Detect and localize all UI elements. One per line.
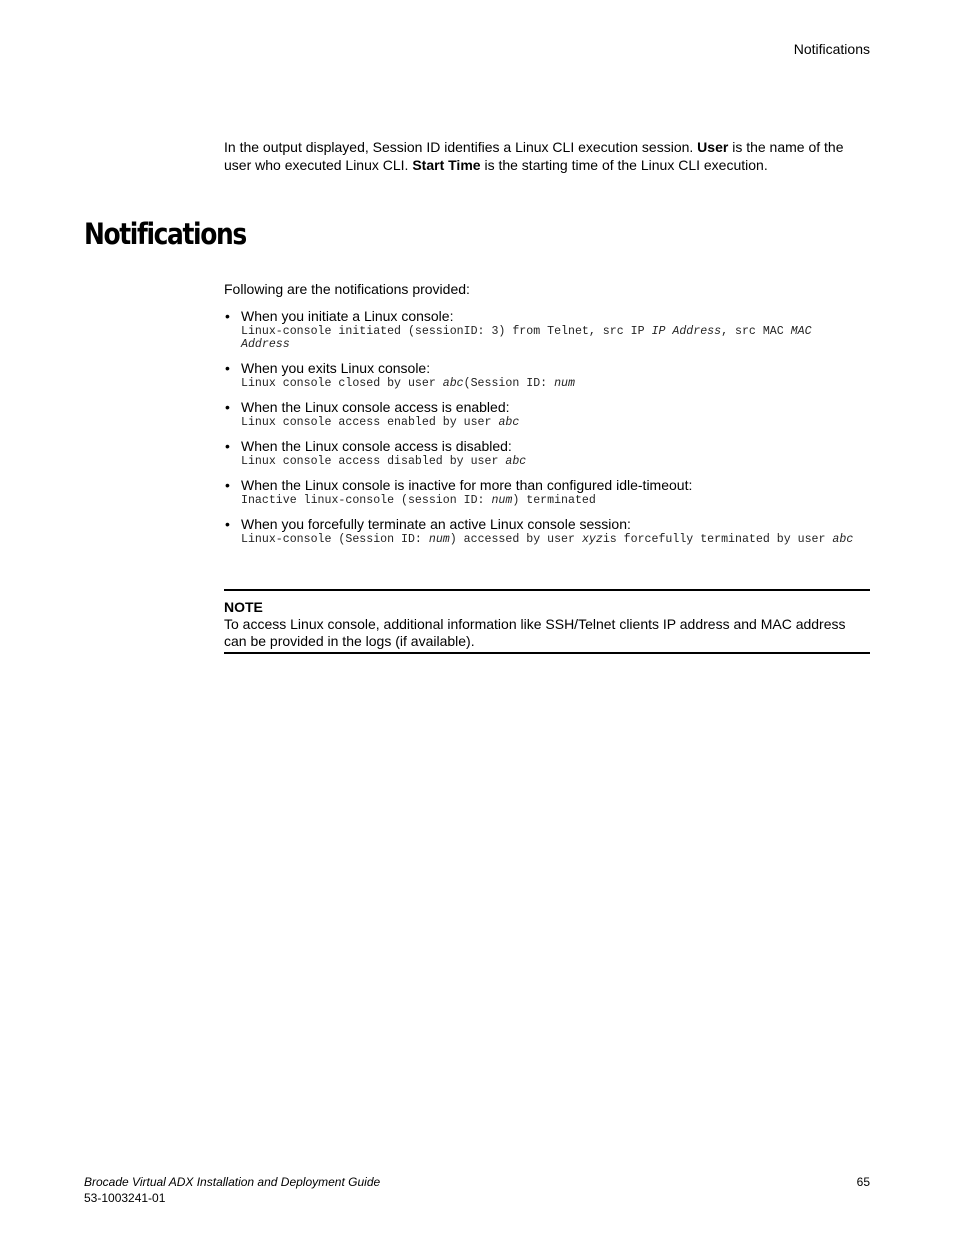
running-header: Notifications xyxy=(793,41,870,57)
list-item-label: When the Linux console access is enabled: xyxy=(241,399,510,415)
code-variable: num xyxy=(491,494,513,507)
code-text: ) terminated xyxy=(512,494,596,507)
code-variable: abc xyxy=(505,455,527,468)
list-item xyxy=(224,477,864,507)
code-variable: num xyxy=(428,533,450,546)
code-variable: MAC Address xyxy=(241,325,812,351)
bullet-icon: • xyxy=(225,516,230,532)
code-sample xyxy=(241,533,864,546)
list-item xyxy=(224,308,864,351)
code-sample xyxy=(241,416,864,429)
code-variable: xyz xyxy=(581,533,603,546)
list-item-label: When the Linux console access is disabled: xyxy=(241,438,512,454)
bullet-icon: • xyxy=(225,399,230,415)
code-text: (Session ID: xyxy=(463,377,555,390)
list-item-label: When you initiate a Linux console: xyxy=(241,308,454,324)
code-text: ) accessed by user xyxy=(449,533,582,546)
note-text: To access Linux console, additional information like SSH/Telnet clients IP address and MAC address can be provided in the logs (if available). xyxy=(224,616,846,649)
code-text: Linux-console initiated (sessionID: 3) from Telnet, src IP xyxy=(241,325,652,338)
note-box xyxy=(224,589,870,654)
section-heading: Notifications xyxy=(84,217,246,251)
intro-paragraph xyxy=(224,138,864,174)
code-text: Linux console access disabled by user xyxy=(241,455,506,468)
list-item-label: When you forcefully terminate an active Linux console session: xyxy=(241,516,631,532)
bullet-icon: • xyxy=(225,308,230,324)
page-number: 65 xyxy=(856,1175,870,1189)
intro-text-2: is the name of the user who executed Linux CLI. xyxy=(224,139,844,173)
intro-text-1: In the output displayed, Session ID identifies a Linux CLI execution session. xyxy=(224,139,698,155)
code-text: Linux-console (Session ID: xyxy=(241,533,429,546)
code-text: is forcefully terminated by user xyxy=(602,533,833,546)
code-sample xyxy=(241,494,864,507)
footer-document-number: 53-1003241-01 xyxy=(84,1191,166,1205)
intro-bold-user: User xyxy=(697,139,729,155)
code-variable: abc xyxy=(832,533,854,546)
list-item xyxy=(224,438,864,468)
code-variable: num xyxy=(554,377,575,390)
list-item-label: When you exits Linux console: xyxy=(241,360,431,376)
notification-list xyxy=(224,308,864,555)
code-variable: abc xyxy=(442,377,464,390)
list-item xyxy=(224,516,864,546)
code-sample xyxy=(241,377,864,390)
code-variable: IP Address xyxy=(651,325,722,338)
bullet-icon: • xyxy=(225,477,230,493)
list-item xyxy=(224,399,864,429)
bullet-icon: • xyxy=(225,438,230,454)
code-text: Linux console closed by user xyxy=(241,377,443,390)
note-label: NOTE xyxy=(224,599,263,615)
intro-bold-start-time: Start Time xyxy=(412,157,481,173)
footer-document-title: Brocade Virtual ADX Installation and Deployment Guide xyxy=(84,1175,381,1189)
intro-text-3: is the starting time of the Linux CLI execution. xyxy=(480,157,768,173)
code-text: , src MAC xyxy=(721,325,791,338)
list-item xyxy=(224,360,864,390)
bullet-icon: • xyxy=(225,360,230,376)
code-text: Inactive linux-console (session ID: xyxy=(241,494,492,507)
code-text: Linux console access enabled by user xyxy=(241,416,499,429)
code-sample xyxy=(241,325,864,351)
section-lead: Following are the notifications provided: xyxy=(224,281,470,297)
code-variable: abc xyxy=(498,416,520,429)
code-sample xyxy=(241,455,864,468)
footer xyxy=(84,1174,380,1206)
list-item-label: When the Linux console is inactive for more than configured idle-timeout: xyxy=(241,477,693,493)
